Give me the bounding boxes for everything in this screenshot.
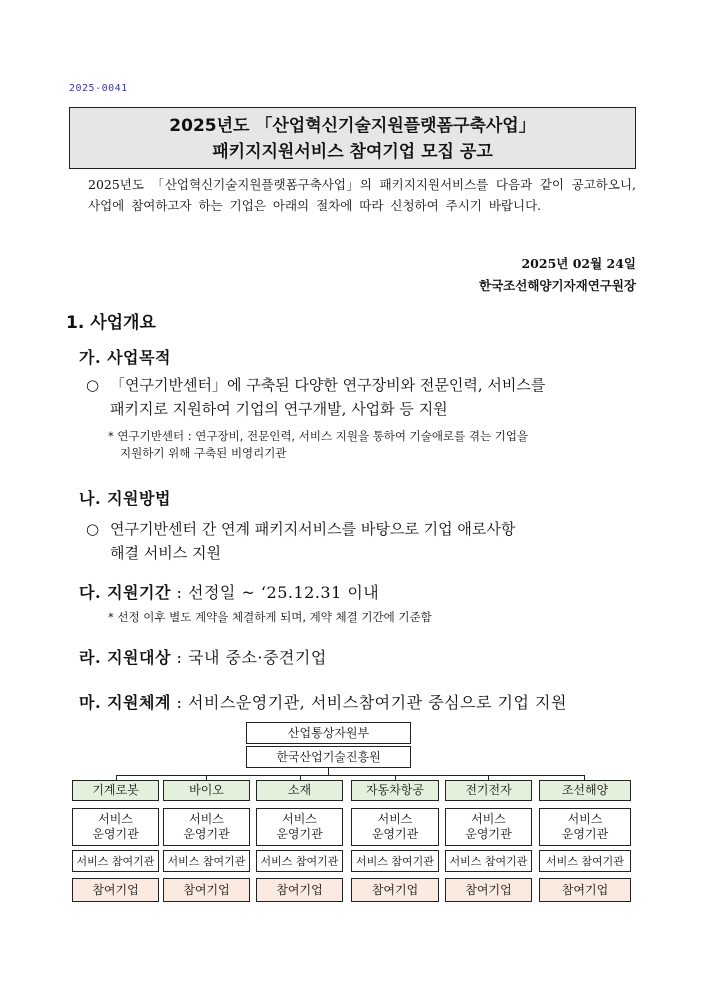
org-sector: 기계로봇 [72,780,159,801]
operator-line-2: 운영기관 [276,827,323,841]
org-operator [72,808,159,846]
org-participant: 서비스 참여기관 [163,850,250,872]
subsection-ma-value: : 서비스운영기관, 서비스참여기관 중심으로 기업 지원 [170,693,567,712]
bullet-circle-marker: ○ [86,520,100,538]
subsection-ga-bullet [86,373,641,421]
subsection-na-title: 나. 지원방법 [79,489,171,508]
document-number: 2025-0041 [69,83,128,94]
note-marker: * [108,429,114,443]
subsection-da-title: 다. 지원기간 [79,583,171,602]
intro-paragraph [88,174,636,216]
notice-title-box [69,107,636,169]
org-top-ministry: 산업통상자원부 [246,722,411,744]
subsection-ra-title: 라. 지원대상 [79,648,171,667]
org-company: 참여기업 [539,878,631,902]
org-sector: 조선해양 [539,780,631,801]
org-company: 참여기업 [163,878,250,902]
na-bullet-line-2: 해결 서비스 지원 [110,544,221,562]
subsection-da [79,580,379,603]
subsection-ma [79,690,567,713]
subsection-na-bullet [86,517,641,565]
section-1-title: 1. 사업개요 [66,313,156,333]
operator-line-1: 서비스 [189,812,224,826]
title-line-1: 2025년도 「산업혁신기술지원플랫폼구축사업」 [169,116,536,136]
notice-issuer: 한국조선해양기자재연구원장 [479,278,636,293]
org-participant: 서비스 참여기관 [351,850,439,872]
title-line-2: 패키지지원서비스 참여기업 모집 공고 [212,142,493,162]
org-sector: 전기전자 [445,780,532,801]
subsection-da-note [108,609,643,626]
operator-line-2: 운영기관 [371,827,419,841]
org-operator [256,808,343,846]
notice-date: 2025년 02월 24일 [521,256,636,271]
ga-bullet-line-2: 패키지로 지원하여 기업의 연구개발, 사업화 등 지원 [110,400,448,418]
ga-bullet-line-1: 「연구기반센터」에 구축된 다양한 연구장비와 전문인력, 서비스를 [110,376,546,394]
ga-note-line-1: 연구기반센터 : 연구장비, 전문인력, 서비스 지원을 통하여 기술애로를 겪는 기업을 [117,429,529,443]
subsection-da-value: : 선정일 ~ ‘25.12.31 이내 [170,583,380,602]
org-operator [163,808,250,846]
operator-line-1: 서비스 [282,812,317,826]
org-participant: 서비스 참여기관 [539,850,631,872]
ga-note-line-2: 지원하기 위해 구축된 비영리기관 [120,446,287,460]
org-company: 참여기업 [351,878,439,902]
org-sector: 소재 [256,780,343,801]
subsection-ga-title: 가. 사업목적 [79,348,171,367]
operator-line-2: 운영기관 [183,827,230,841]
operator-line-1: 서비스 [567,812,603,826]
bullet-circle-marker: ○ [86,376,100,394]
org-company: 참여기업 [445,878,532,902]
org-operator [539,808,631,846]
org-connector-horizontal [116,775,584,776]
org-participant: 서비스 참여기관 [72,850,159,872]
note-marker: * [108,610,114,624]
na-bullet-line-1: 연구기반센터 간 연계 패키지서비스를 바탕으로 기업 애로사항 [110,520,516,538]
org-operator [351,808,439,846]
subsection-ga-note [108,428,643,462]
org-sector: 바이오 [163,780,250,801]
operator-line-1: 서비스 [98,812,133,826]
org-participant: 서비스 참여기관 [256,850,343,872]
operator-line-2: 운영기관 [561,827,609,841]
org-second-agency: 한국산업기술진흥원 [246,746,411,768]
intro-text: 2025년도 「산업혁신기술지원플랫폼구축사업」의 패키지지원서비스를 다음과 같이 공고하오니, 사업에 참여하고자 하는 기업은 아래의 절차에 따라 신청하여 주시기 바랍니다. [88,177,636,213]
subsection-ra [79,645,327,668]
org-company: 참여기업 [72,878,159,902]
org-operator [445,808,532,846]
org-participant: 서비스 참여기관 [445,850,532,872]
da-note-text: 선정 이후 별도 계약을 체결하게 되며, 계약 체결 기간에 기준함 [117,610,432,624]
org-sector: 자동차항공 [351,780,439,801]
subsection-ma-title: 마. 지원체계 [79,693,171,712]
operator-line-1: 서비스 [377,812,413,826]
operator-line-2: 운영기관 [465,827,512,841]
org-company: 참여기업 [256,878,343,902]
operator-line-1: 서비스 [471,812,506,826]
operator-line-2: 운영기관 [92,827,139,841]
subsection-ra-value: : 국내 중소·중견기업 [170,648,327,667]
